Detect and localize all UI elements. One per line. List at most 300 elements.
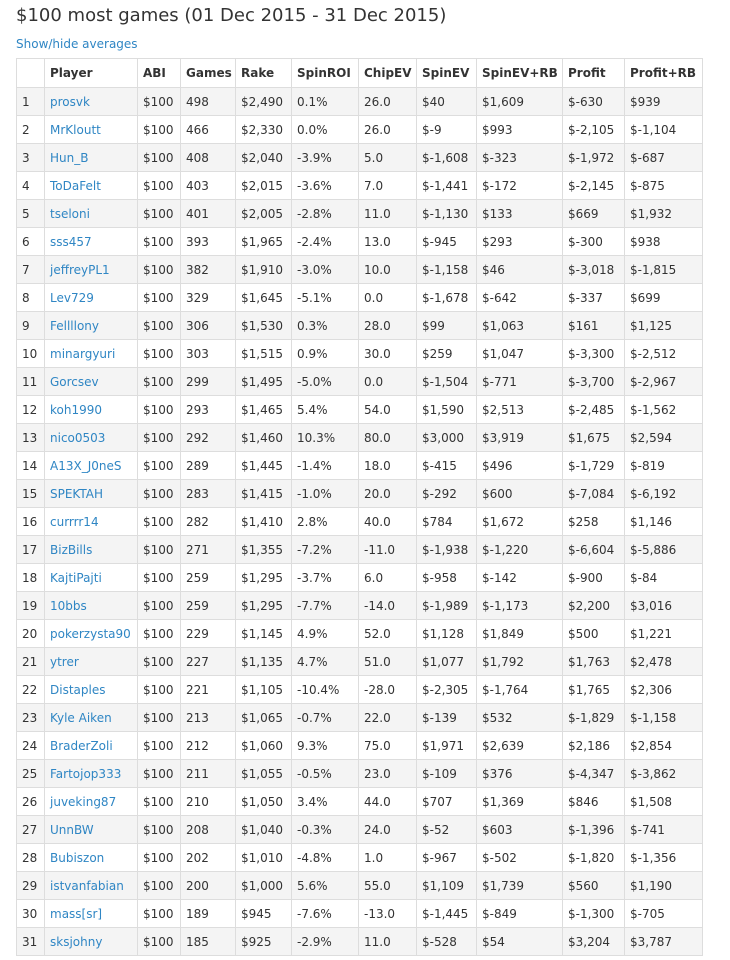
rake-cell: $1,460 bbox=[236, 424, 292, 452]
chipev-cell: 54.0 bbox=[359, 396, 417, 424]
rake-cell: $1,530 bbox=[236, 312, 292, 340]
games-cell: 293 bbox=[181, 396, 236, 424]
spinev-cell: $-415 bbox=[417, 452, 477, 480]
spinroi-cell: -5.0% bbox=[292, 368, 359, 396]
table-row bbox=[17, 536, 703, 564]
profit-rb-cell: $-84 bbox=[625, 564, 703, 592]
rank-cell: 14 bbox=[17, 452, 45, 480]
rank-cell: 12 bbox=[17, 396, 45, 424]
profit-rb-cell: $-1,158 bbox=[625, 704, 703, 732]
profit-cell: $161 bbox=[563, 312, 625, 340]
profit-rb-cell: $-1,104 bbox=[625, 116, 703, 144]
player-cell bbox=[45, 928, 138, 956]
rank-cell: 4 bbox=[17, 172, 45, 200]
table-row bbox=[17, 396, 703, 424]
profit-cell: $-1,300 bbox=[563, 900, 625, 928]
spinev-cell: $-2,305 bbox=[417, 676, 477, 704]
player-cell bbox=[45, 676, 138, 704]
spinev-rb-cell: $-142 bbox=[477, 564, 563, 592]
player-link[interactable]: sksjohny bbox=[50, 934, 103, 949]
column-header-spinroi[interactable]: SpinROI bbox=[292, 59, 359, 88]
player-cell bbox=[45, 368, 138, 396]
rake-cell: $1,050 bbox=[236, 788, 292, 816]
player-link[interactable]: Kyle Aiken bbox=[50, 710, 112, 725]
profit-cell: $-3,018 bbox=[563, 256, 625, 284]
spinroi-cell: 0.1% bbox=[292, 88, 359, 116]
chipev-cell: 40.0 bbox=[359, 508, 417, 536]
column-header-player[interactable]: Player bbox=[45, 59, 138, 88]
spinev-cell: $-967 bbox=[417, 844, 477, 872]
table-row bbox=[17, 228, 703, 256]
spinev-cell: $-9 bbox=[417, 116, 477, 144]
rake-cell: $2,040 bbox=[236, 144, 292, 172]
games-cell: 227 bbox=[181, 648, 236, 676]
spinroi-cell: -7.7% bbox=[292, 592, 359, 620]
spinev-rb-cell: $1,609 bbox=[477, 88, 563, 116]
chipev-cell: 44.0 bbox=[359, 788, 417, 816]
table-row bbox=[17, 340, 703, 368]
rank-cell: 1 bbox=[17, 88, 45, 116]
table-row bbox=[17, 760, 703, 788]
abi-cell: $100 bbox=[138, 788, 181, 816]
spinev-rb-cell: $1,849 bbox=[477, 620, 563, 648]
player-link[interactable]: Fartojop333 bbox=[50, 766, 122, 781]
profit-rb-cell: $1,221 bbox=[625, 620, 703, 648]
rank-cell: 8 bbox=[17, 284, 45, 312]
abi-cell: $100 bbox=[138, 732, 181, 760]
spinroi-cell: 9.3% bbox=[292, 732, 359, 760]
chipev-cell: 23.0 bbox=[359, 760, 417, 788]
rake-cell: $2,005 bbox=[236, 200, 292, 228]
profit-rb-cell: $-6,192 bbox=[625, 480, 703, 508]
player-link[interactable]: BizBills bbox=[50, 542, 93, 557]
spinev-cell: $-1,445 bbox=[417, 900, 477, 928]
abi-cell: $100 bbox=[138, 760, 181, 788]
spinev-cell: $-1,989 bbox=[417, 592, 477, 620]
player-link[interactable]: Gorcsev bbox=[50, 374, 99, 389]
column-header-rake[interactable]: Rake bbox=[236, 59, 292, 88]
chipev-cell: 26.0 bbox=[359, 116, 417, 144]
player-cell bbox=[45, 732, 138, 760]
spinev-cell: $40 bbox=[417, 88, 477, 116]
table-row bbox=[17, 592, 703, 620]
profit-rb-cell: $-1,562 bbox=[625, 396, 703, 424]
rank-cell: 25 bbox=[17, 760, 45, 788]
abi-cell: $100 bbox=[138, 88, 181, 116]
profit-rb-cell: $1,508 bbox=[625, 788, 703, 816]
rank-cell: 13 bbox=[17, 424, 45, 452]
rake-cell: $1,105 bbox=[236, 676, 292, 704]
player-cell bbox=[45, 144, 138, 172]
abi-cell: $100 bbox=[138, 648, 181, 676]
profit-cell: $2,200 bbox=[563, 592, 625, 620]
games-cell: 393 bbox=[181, 228, 236, 256]
player-cell bbox=[45, 396, 138, 424]
rake-cell: $2,015 bbox=[236, 172, 292, 200]
profit-cell: $-900 bbox=[563, 564, 625, 592]
table-body bbox=[17, 88, 703, 956]
profit-cell: $1,763 bbox=[563, 648, 625, 676]
column-header-profit[interactable]: Profit bbox=[563, 59, 625, 88]
games-cell: 189 bbox=[181, 900, 236, 928]
profit-rb-cell: $-687 bbox=[625, 144, 703, 172]
rank-cell: 20 bbox=[17, 620, 45, 648]
games-cell: 210 bbox=[181, 788, 236, 816]
spinev-rb-cell: $496 bbox=[477, 452, 563, 480]
profit-cell: $1,765 bbox=[563, 676, 625, 704]
games-cell: 200 bbox=[181, 872, 236, 900]
abi-cell: $100 bbox=[138, 368, 181, 396]
games-cell: 303 bbox=[181, 340, 236, 368]
player-link[interactable]: mass[sr] bbox=[50, 906, 103, 921]
profit-cell: $-3,700 bbox=[563, 368, 625, 396]
spinroi-cell: -2.4% bbox=[292, 228, 359, 256]
chipev-cell: 22.0 bbox=[359, 704, 417, 732]
spinev-cell: $-1,158 bbox=[417, 256, 477, 284]
player-link[interactable]: koh1990 bbox=[50, 402, 103, 417]
player-cell bbox=[45, 256, 138, 284]
profit-cell: $-300 bbox=[563, 228, 625, 256]
abi-cell: $100 bbox=[138, 396, 181, 424]
spinroi-cell: 5.6% bbox=[292, 872, 359, 900]
column-header-profit-rb[interactable]: Profit+RB bbox=[625, 59, 703, 88]
chipev-cell: 0.0 bbox=[359, 284, 417, 312]
abi-cell: $100 bbox=[138, 620, 181, 648]
games-cell: 282 bbox=[181, 508, 236, 536]
player-cell bbox=[45, 592, 138, 620]
rake-cell: $1,410 bbox=[236, 508, 292, 536]
abi-cell: $100 bbox=[138, 508, 181, 536]
chipev-cell: 30.0 bbox=[359, 340, 417, 368]
profit-rb-cell: $2,478 bbox=[625, 648, 703, 676]
spinroi-cell: 4.9% bbox=[292, 620, 359, 648]
rank-cell: 5 bbox=[17, 200, 45, 228]
chipev-cell: 11.0 bbox=[359, 928, 417, 956]
games-cell: 289 bbox=[181, 452, 236, 480]
spinev-cell: $1,109 bbox=[417, 872, 477, 900]
rake-cell: $1,010 bbox=[236, 844, 292, 872]
player-link[interactable]: sss457 bbox=[50, 234, 92, 249]
profit-cell: $-2,105 bbox=[563, 116, 625, 144]
profit-rb-cell: $2,594 bbox=[625, 424, 703, 452]
rake-cell: $925 bbox=[236, 928, 292, 956]
profit-cell: $3,204 bbox=[563, 928, 625, 956]
profit-rb-cell: $1,125 bbox=[625, 312, 703, 340]
table-row bbox=[17, 116, 703, 144]
player-link[interactable]: minargyuri bbox=[50, 346, 116, 361]
chipev-cell: 28.0 bbox=[359, 312, 417, 340]
profit-cell: $258 bbox=[563, 508, 625, 536]
abi-cell: $100 bbox=[138, 900, 181, 928]
chipev-cell: 10.0 bbox=[359, 256, 417, 284]
abi-cell: $100 bbox=[138, 228, 181, 256]
rank-cell: 30 bbox=[17, 900, 45, 928]
spinroi-cell: -3.7% bbox=[292, 564, 359, 592]
table-row bbox=[17, 564, 703, 592]
player-link[interactable]: SPEKTAH bbox=[50, 486, 104, 501]
spinroi-cell: -4.8% bbox=[292, 844, 359, 872]
column-header-chipev[interactable]: ChipEV bbox=[359, 59, 417, 88]
rank-cell: 31 bbox=[17, 928, 45, 956]
player-cell bbox=[45, 424, 138, 452]
spinev-cell: $-1,130 bbox=[417, 200, 477, 228]
spinev-rb-cell: $54 bbox=[477, 928, 563, 956]
games-cell: 283 bbox=[181, 480, 236, 508]
spinev-cell: $-958 bbox=[417, 564, 477, 592]
spinev-rb-cell: $-849 bbox=[477, 900, 563, 928]
abi-cell: $100 bbox=[138, 536, 181, 564]
player-cell bbox=[45, 228, 138, 256]
spinev-rb-cell: $-1,764 bbox=[477, 676, 563, 704]
player-link[interactable]: KajtiPajti bbox=[50, 570, 102, 585]
games-cell: 259 bbox=[181, 564, 236, 592]
profit-rb-cell: $-2,512 bbox=[625, 340, 703, 368]
player-cell bbox=[45, 88, 138, 116]
player-cell bbox=[45, 620, 138, 648]
spinev-rb-cell: $1,063 bbox=[477, 312, 563, 340]
spinroi-cell: -7.6% bbox=[292, 900, 359, 928]
games-cell: 212 bbox=[181, 732, 236, 760]
chipev-cell: -28.0 bbox=[359, 676, 417, 704]
spinev-cell: $1,971 bbox=[417, 732, 477, 760]
player-link[interactable]: Distaples bbox=[50, 682, 106, 697]
profit-cell: $-1,829 bbox=[563, 704, 625, 732]
spinroi-cell: 10.3% bbox=[292, 424, 359, 452]
spinev-rb-cell: $993 bbox=[477, 116, 563, 144]
profit-cell: $-630 bbox=[563, 88, 625, 116]
spinroi-cell: 2.8% bbox=[292, 508, 359, 536]
column-header-games[interactable]: Games bbox=[181, 59, 236, 88]
spinev-rb-cell: $-323 bbox=[477, 144, 563, 172]
spinev-cell: $259 bbox=[417, 340, 477, 368]
spinev-rb-cell: $1,792 bbox=[477, 648, 563, 676]
player-link[interactable]: ytrer bbox=[50, 654, 79, 669]
show-hide-averages-link[interactable]: Show/hide averages bbox=[16, 37, 138, 51]
player-link[interactable]: UnnBW bbox=[50, 822, 94, 837]
games-cell: 466 bbox=[181, 116, 236, 144]
table-row bbox=[17, 704, 703, 732]
chipev-cell: 18.0 bbox=[359, 452, 417, 480]
chipev-cell: 6.0 bbox=[359, 564, 417, 592]
spinev-rb-cell: $600 bbox=[477, 480, 563, 508]
player-link[interactable]: Bubiszon bbox=[50, 850, 105, 865]
spinroi-cell: -3.0% bbox=[292, 256, 359, 284]
spinroi-cell: -1.4% bbox=[292, 452, 359, 480]
profit-cell: $500 bbox=[563, 620, 625, 648]
table-header-row bbox=[17, 59, 703, 88]
spinev-rb-cell: $-1,220 bbox=[477, 536, 563, 564]
profit-rb-cell: $1,190 bbox=[625, 872, 703, 900]
rank-cell: 26 bbox=[17, 788, 45, 816]
spinev-rb-cell: $1,672 bbox=[477, 508, 563, 536]
table-row bbox=[17, 648, 703, 676]
rake-cell: $1,135 bbox=[236, 648, 292, 676]
rake-cell: $1,965 bbox=[236, 228, 292, 256]
player-link[interactable]: prosvk bbox=[50, 94, 90, 109]
player-cell bbox=[45, 760, 138, 788]
rank-cell: 19 bbox=[17, 592, 45, 620]
profit-rb-cell: $2,306 bbox=[625, 676, 703, 704]
spinroi-cell: -3.6% bbox=[292, 172, 359, 200]
spinroi-cell: -0.5% bbox=[292, 760, 359, 788]
player-link[interactable]: Fellllony bbox=[50, 318, 100, 333]
spinroi-cell: -2.8% bbox=[292, 200, 359, 228]
spinev-rb-cell: $293 bbox=[477, 228, 563, 256]
spinev-cell: $707 bbox=[417, 788, 477, 816]
chipev-cell: 80.0 bbox=[359, 424, 417, 452]
abi-cell: $100 bbox=[138, 172, 181, 200]
spinev-cell: $1,128 bbox=[417, 620, 477, 648]
profit-rb-cell: $-819 bbox=[625, 452, 703, 480]
profit-rb-cell: $-5,886 bbox=[625, 536, 703, 564]
table-row bbox=[17, 256, 703, 284]
table-row bbox=[17, 312, 703, 340]
profit-cell: $-7,084 bbox=[563, 480, 625, 508]
chipev-cell: -13.0 bbox=[359, 900, 417, 928]
spinev-rb-cell: $603 bbox=[477, 816, 563, 844]
rank-cell: 10 bbox=[17, 340, 45, 368]
rake-cell: $2,330 bbox=[236, 116, 292, 144]
rank-cell: 29 bbox=[17, 872, 45, 900]
spinev-cell: $-1,504 bbox=[417, 368, 477, 396]
spinev-rb-cell: $-172 bbox=[477, 172, 563, 200]
rank-cell: 7 bbox=[17, 256, 45, 284]
rank-cell: 27 bbox=[17, 816, 45, 844]
abi-cell: $100 bbox=[138, 564, 181, 592]
rake-cell: $1,515 bbox=[236, 340, 292, 368]
chipev-cell: 51.0 bbox=[359, 648, 417, 676]
table-row bbox=[17, 928, 703, 956]
column-header-abi[interactable]: ABI bbox=[138, 59, 181, 88]
chipev-cell: -11.0 bbox=[359, 536, 417, 564]
player-link[interactable]: juveking87 bbox=[50, 794, 117, 809]
abi-cell: $100 bbox=[138, 284, 181, 312]
player-link[interactable]: pokerzysta90 bbox=[50, 626, 131, 641]
player-cell bbox=[45, 452, 138, 480]
player-link[interactable]: tseloni bbox=[50, 206, 90, 221]
player-link[interactable]: MrKloutt bbox=[50, 122, 101, 137]
rake-cell: $1,645 bbox=[236, 284, 292, 312]
spinev-rb-cell: $2,639 bbox=[477, 732, 563, 760]
player-link[interactable]: istvanfabian bbox=[50, 878, 124, 893]
games-cell: 382 bbox=[181, 256, 236, 284]
table-row bbox=[17, 816, 703, 844]
abi-cell: $100 bbox=[138, 592, 181, 620]
chipev-cell: 7.0 bbox=[359, 172, 417, 200]
games-cell: 185 bbox=[181, 928, 236, 956]
abi-cell: $100 bbox=[138, 816, 181, 844]
column-header-spinev-rb[interactable]: SpinEV+RB bbox=[477, 59, 563, 88]
games-cell: 292 bbox=[181, 424, 236, 452]
spinev-cell: $-1,441 bbox=[417, 172, 477, 200]
rake-cell: $1,415 bbox=[236, 480, 292, 508]
player-cell bbox=[45, 480, 138, 508]
rank-cell: 18 bbox=[17, 564, 45, 592]
player-cell bbox=[45, 844, 138, 872]
spinev-cell: $-139 bbox=[417, 704, 477, 732]
player-link[interactable]: nico0503 bbox=[50, 430, 106, 445]
spinroi-cell: 5.4% bbox=[292, 396, 359, 424]
abi-cell: $100 bbox=[138, 256, 181, 284]
rank-cell: 9 bbox=[17, 312, 45, 340]
player-cell bbox=[45, 508, 138, 536]
rank-cell: 22 bbox=[17, 676, 45, 704]
table-row bbox=[17, 284, 703, 312]
player-link[interactable]: Hun_B bbox=[50, 150, 89, 165]
player-link[interactable]: A13X_J0neS bbox=[50, 458, 122, 473]
games-cell: 202 bbox=[181, 844, 236, 872]
spinev-cell: $-292 bbox=[417, 480, 477, 508]
player-cell bbox=[45, 704, 138, 732]
abi-cell: $100 bbox=[138, 872, 181, 900]
spinev-rb-cell: $-771 bbox=[477, 368, 563, 396]
spinev-cell: $-109 bbox=[417, 760, 477, 788]
rank-cell: 28 bbox=[17, 844, 45, 872]
table-row bbox=[17, 144, 703, 172]
profit-cell: $-1,972 bbox=[563, 144, 625, 172]
games-cell: 401 bbox=[181, 200, 236, 228]
chipev-cell: 75.0 bbox=[359, 732, 417, 760]
spinev-rb-cell: $1,369 bbox=[477, 788, 563, 816]
player-link[interactable]: currrr14 bbox=[50, 514, 99, 529]
abi-cell: $100 bbox=[138, 116, 181, 144]
rake-cell: $2,490 bbox=[236, 88, 292, 116]
rake-cell: $1,445 bbox=[236, 452, 292, 480]
profit-cell: $-6,604 bbox=[563, 536, 625, 564]
player-link[interactable]: 10bbs bbox=[50, 598, 87, 613]
player-cell bbox=[45, 872, 138, 900]
spinev-cell: $-945 bbox=[417, 228, 477, 256]
chipev-cell: 52.0 bbox=[359, 620, 417, 648]
player-cell bbox=[45, 816, 138, 844]
chipev-cell: 55.0 bbox=[359, 872, 417, 900]
profit-rb-cell: $938 bbox=[625, 228, 703, 256]
player-link[interactable]: BraderZoli bbox=[50, 738, 113, 753]
table-row bbox=[17, 200, 703, 228]
spinroi-cell: 4.7% bbox=[292, 648, 359, 676]
table-row bbox=[17, 788, 703, 816]
spinroi-cell: -0.7% bbox=[292, 704, 359, 732]
table-row bbox=[17, 676, 703, 704]
spinev-cell: $-52 bbox=[417, 816, 477, 844]
rank-cell: 23 bbox=[17, 704, 45, 732]
rake-cell: $1,055 bbox=[236, 760, 292, 788]
abi-cell: $100 bbox=[138, 200, 181, 228]
spinev-rb-cell: $46 bbox=[477, 256, 563, 284]
profit-rb-cell: $2,854 bbox=[625, 732, 703, 760]
rake-cell: $1,065 bbox=[236, 704, 292, 732]
table-row bbox=[17, 88, 703, 116]
rake-cell: $1,040 bbox=[236, 816, 292, 844]
spinroi-cell: -5.1% bbox=[292, 284, 359, 312]
profit-cell: $-1,729 bbox=[563, 452, 625, 480]
player-link[interactable]: ToDaFelt bbox=[50, 178, 101, 193]
spinev-cell: $784 bbox=[417, 508, 477, 536]
player-cell bbox=[45, 788, 138, 816]
spinev-rb-cell: $2,513 bbox=[477, 396, 563, 424]
column-header-spinev[interactable]: SpinEV bbox=[417, 59, 477, 88]
player-link[interactable]: Lev729 bbox=[50, 290, 94, 305]
games-cell: 306 bbox=[181, 312, 236, 340]
abi-cell: $100 bbox=[138, 424, 181, 452]
column-header-rank[interactable] bbox=[17, 59, 45, 88]
spinroi-cell: -0.3% bbox=[292, 816, 359, 844]
player-link[interactable]: jeffreyPL1 bbox=[50, 262, 110, 277]
profit-rb-cell: $699 bbox=[625, 284, 703, 312]
table-row bbox=[17, 732, 703, 760]
rank-cell: 2 bbox=[17, 116, 45, 144]
games-cell: 229 bbox=[181, 620, 236, 648]
